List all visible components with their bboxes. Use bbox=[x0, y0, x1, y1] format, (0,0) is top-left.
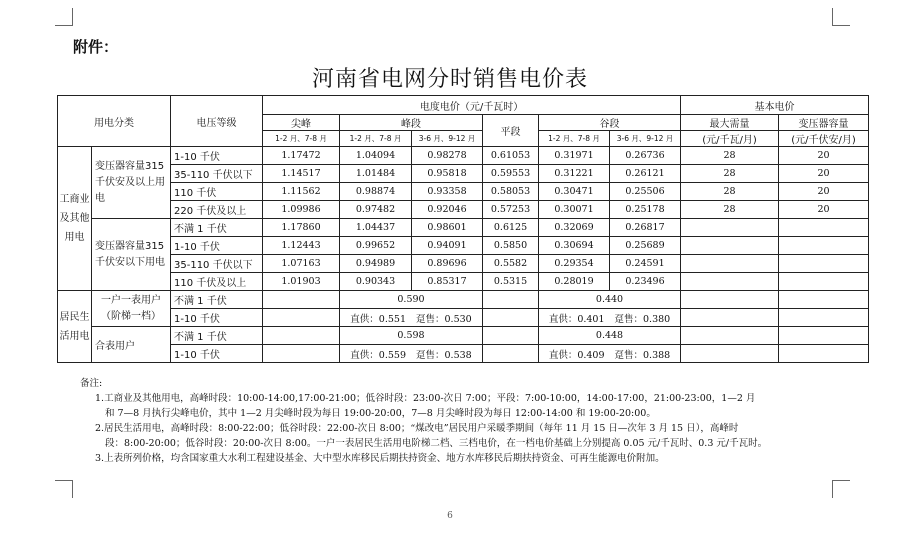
table-row bbox=[58, 237, 869, 255]
max-demand-price bbox=[681, 237, 779, 255]
direct-supply-price: 直供：0.559 bbox=[350, 349, 406, 361]
voltage-cell: 1-10 千伏 bbox=[171, 309, 263, 327]
flat-price: 0.61053 bbox=[483, 147, 539, 165]
note-3: 3.上表所列价格，均含国家重大水利工程建设基金、大中型水库移民后期扶持资金、地方水库移民后期扶持资金、可再生能源电价附加。 bbox=[95, 453, 665, 464]
table-row bbox=[58, 201, 869, 219]
voltage-cell: 110 千伏 bbox=[171, 183, 263, 201]
peak-price-a: 0.99652 bbox=[340, 237, 412, 255]
valley-price-a: 0.32069 bbox=[539, 219, 610, 237]
voltage-cell: 1-10 千伏 bbox=[171, 237, 263, 255]
residential-peak-price bbox=[340, 345, 483, 363]
direct-supply-price: 直供：0.401 bbox=[548, 313, 605, 325]
note-1-line-1: 1.工商业及其他用电，高峰时段：10:00-14:00,17:00-21:00；低谷时段：23:00-次日 7:00；平段：7:00-10:00，14:00-17:00，21:00-23:00，1—2 月 bbox=[95, 393, 756, 404]
attachment-label: 附件： bbox=[73, 38, 119, 56]
sharp-price: 1.17472 bbox=[263, 147, 340, 165]
voltage-cell: 不满 1 千伏 bbox=[171, 327, 263, 345]
capacity-price: 20 bbox=[779, 201, 869, 219]
peak-price-a: 0.90343 bbox=[340, 273, 412, 291]
page-number: 6 bbox=[447, 511, 453, 521]
peak-price-a: 0.97482 bbox=[340, 201, 412, 219]
valley-price-b: 0.25178 bbox=[610, 201, 681, 219]
header-peak: 峰段 bbox=[340, 115, 483, 131]
wholesale-price: 趸售：0.538 bbox=[416, 349, 472, 361]
max-demand-price: 28 bbox=[681, 165, 779, 183]
voltage-cell: 1-10 千伏 bbox=[171, 147, 263, 165]
wholesale-price: 趸售：0.380 bbox=[614, 313, 671, 325]
table-row bbox=[58, 345, 869, 363]
page-title: 河南省电网分时销售电价表 bbox=[311, 67, 588, 92]
sharp-price: 1.01903 bbox=[263, 273, 340, 291]
valley-price-a: 0.30071 bbox=[539, 201, 610, 219]
header-max-demand-unit: (元/千瓦/月) bbox=[681, 131, 779, 147]
header-sharp-months: 1-2 月、7-8 月 bbox=[263, 131, 340, 147]
category-residential: 居民生活用电 bbox=[58, 291, 92, 363]
valley-price-b: 0.25689 bbox=[610, 237, 681, 255]
peak-price-b: 0.92046 bbox=[412, 201, 483, 219]
flat-price: 0.5850 bbox=[483, 237, 539, 255]
header-transformer-capacity-unit: (元/千伏安/月) bbox=[779, 131, 869, 147]
valley-price-b: 0.25506 bbox=[610, 183, 681, 201]
group-single-meter: 一户一表用户（阶梯一档） bbox=[92, 291, 171, 327]
peak-price-b: 0.94091 bbox=[412, 237, 483, 255]
category-industrial: 工商业及其他用电 bbox=[58, 147, 92, 291]
max-demand-price: 28 bbox=[681, 147, 779, 165]
header-flat: 平段 bbox=[483, 115, 539, 147]
voltage-cell: 35-110 千伏以下 bbox=[171, 255, 263, 273]
capacity-price bbox=[779, 237, 869, 255]
voltage-cell: 不满 1 千伏 bbox=[171, 219, 263, 237]
flat-price: 0.5582 bbox=[483, 255, 539, 273]
sharp-price: 1.12443 bbox=[263, 237, 340, 255]
peak-price-a: 0.94989 bbox=[340, 255, 412, 273]
capacity-price: 20 bbox=[779, 165, 869, 183]
wholesale-price: 趸售：0.530 bbox=[416, 313, 472, 325]
group-large-transformer: 变压器容量315 千伏安及以上用电 bbox=[92, 147, 171, 219]
max-demand-price bbox=[681, 273, 779, 291]
residential-peak-price bbox=[340, 309, 483, 327]
header-energy-price: 电度电价（元/千瓦时） bbox=[263, 96, 681, 115]
max-demand-price: 28 bbox=[681, 183, 779, 201]
peak-price-b: 0.98601 bbox=[412, 219, 483, 237]
table-row bbox=[58, 255, 869, 273]
residential-valley-price bbox=[539, 309, 681, 327]
valley-price-b: 0.24591 bbox=[610, 255, 681, 273]
flat-price: 0.57253 bbox=[483, 201, 539, 219]
price-table bbox=[57, 95, 869, 363]
voltage-cell: 35-110 千伏以下 bbox=[171, 165, 263, 183]
capacity-price: 20 bbox=[779, 183, 869, 201]
capacity-price bbox=[779, 255, 869, 273]
notes-label: 备注: bbox=[80, 378, 103, 389]
peak-price-b: 0.95818 bbox=[412, 165, 483, 183]
group-shared-meter: 合表用户 bbox=[92, 327, 171, 363]
residential-peak-price: 0.590 bbox=[340, 291, 483, 309]
voltage-cell: 110 千伏及以上 bbox=[171, 273, 263, 291]
note-2-line-1: 2.居民生活用电，高峰时段：8:00-22:00；低谷时段：22:00-次日 8:00；“煤改电”居民用户采暖季期间（每年 11 月 15 日—次年 3 月 15 日），高峰时 bbox=[95, 423, 739, 434]
flat-price: 0.6125 bbox=[483, 219, 539, 237]
header-valley-months-a: 1-2 月、7-8 月 bbox=[539, 131, 610, 147]
max-demand-price bbox=[681, 219, 779, 237]
crop-mark-bottom-right bbox=[832, 480, 850, 498]
table-row bbox=[58, 147, 869, 165]
wholesale-price: 趸售：0.388 bbox=[614, 349, 671, 361]
valley-price-b: 0.26736 bbox=[610, 147, 681, 165]
table-row bbox=[58, 183, 869, 201]
header-sharp-peak: 尖峰 bbox=[263, 115, 340, 131]
voltage-cell: 1-10 千伏 bbox=[171, 345, 263, 363]
valley-price-a: 0.31221 bbox=[539, 165, 610, 183]
valley-price-a: 0.30694 bbox=[539, 237, 610, 255]
residential-valley-price: 0.440 bbox=[539, 291, 681, 309]
peak-price-a: 0.98874 bbox=[340, 183, 412, 201]
peak-price-b: 0.89696 bbox=[412, 255, 483, 273]
valley-price-b: 0.26121 bbox=[610, 165, 681, 183]
valley-price-b: 0.23496 bbox=[610, 273, 681, 291]
peak-price-a: 1.04094 bbox=[340, 147, 412, 165]
table-row bbox=[58, 309, 869, 327]
table-row bbox=[58, 273, 869, 291]
table-row bbox=[58, 219, 869, 237]
header-voltage: 电压等级 bbox=[171, 96, 263, 147]
crop-mark-bottom-left bbox=[55, 480, 73, 498]
flat-price: 0.5315 bbox=[483, 273, 539, 291]
flat-price: 0.58053 bbox=[483, 183, 539, 201]
table-row bbox=[58, 165, 869, 183]
residential-valley-price: 0.448 bbox=[539, 327, 681, 345]
header-max-demand: 最大需量 bbox=[681, 115, 779, 131]
direct-supply-price: 直供：0.409 bbox=[548, 349, 605, 361]
peak-price-b: 0.98278 bbox=[412, 147, 483, 165]
flat-price: 0.59553 bbox=[483, 165, 539, 183]
sharp-price: 1.11562 bbox=[263, 183, 340, 201]
voltage-cell: 220 千伏及以上 bbox=[171, 201, 263, 219]
header-category: 用电分类 bbox=[58, 96, 171, 147]
capacity-price: 20 bbox=[779, 147, 869, 165]
header-valley: 谷段 bbox=[539, 115, 681, 131]
crop-mark-top-right bbox=[832, 8, 850, 26]
residential-peak-price: 0.598 bbox=[340, 327, 483, 345]
capacity-price bbox=[779, 219, 869, 237]
capacity-price bbox=[779, 273, 869, 291]
crop-mark-top-left bbox=[55, 8, 73, 26]
header-peak-months-b: 3-6 月、9-12 月 bbox=[412, 131, 483, 147]
peak-price-a: 1.04437 bbox=[340, 219, 412, 237]
table-row bbox=[58, 291, 869, 309]
header-transformer-capacity: 变压器容量 bbox=[779, 115, 869, 131]
sharp-price: 1.07163 bbox=[263, 255, 340, 273]
valley-price-a: 0.29354 bbox=[539, 255, 610, 273]
valley-price-a: 0.28019 bbox=[539, 273, 610, 291]
voltage-cell: 不满 1 千伏 bbox=[171, 291, 263, 309]
peak-price-b: 0.93358 bbox=[412, 183, 483, 201]
max-demand-price: 28 bbox=[681, 201, 779, 219]
max-demand-price bbox=[681, 255, 779, 273]
group-small-transformer: 变压器容量315 千伏安以下用电 bbox=[92, 219, 171, 291]
header-basic-price: 基本电价 bbox=[681, 96, 869, 115]
valley-price-a: 0.31971 bbox=[539, 147, 610, 165]
direct-supply-price: 直供：0.551 bbox=[350, 313, 406, 325]
header-peak-months-a: 1-2 月、7-8 月 bbox=[340, 131, 412, 147]
valley-price-b: 0.26817 bbox=[610, 219, 681, 237]
header-valley-months-b: 3-6 月、9-12 月 bbox=[610, 131, 681, 147]
note-2-line-2: 段：8:00-20:00；低谷时段：20:00-次日 8:00。一户一表居民生活用电阶梯二档、三档电价，在一档电价基础上分别提高 0.05 元/千瓦时、0.3 元/千瓦时。 bbox=[105, 438, 768, 449]
peak-price-b: 0.85317 bbox=[412, 273, 483, 291]
sharp-price: 1.09986 bbox=[263, 201, 340, 219]
table-row bbox=[58, 327, 869, 345]
residential-valley-price bbox=[539, 345, 681, 363]
notes bbox=[80, 376, 860, 466]
peak-price-a: 1.01484 bbox=[340, 165, 412, 183]
valley-price-a: 0.30471 bbox=[539, 183, 610, 201]
note-1-line-2: 和 7—8 月执行尖峰电价，其中 1—2 月尖峰时段为每日 19:00-20:00，7—8 月尖峰时段为每日 12:00-14:00 和 19:00-20:00。 bbox=[105, 408, 656, 419]
sharp-price: 1.17860 bbox=[263, 219, 340, 237]
sharp-price: 1.14517 bbox=[263, 165, 340, 183]
